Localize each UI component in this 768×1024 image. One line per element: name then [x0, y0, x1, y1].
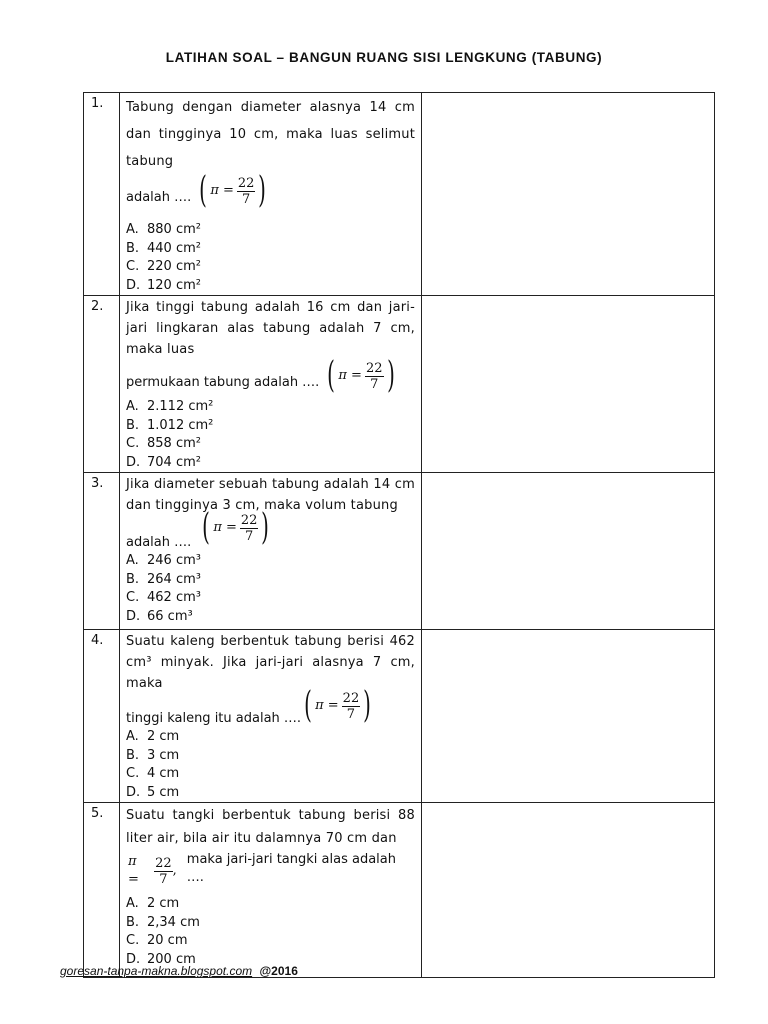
option-a	[126, 895, 415, 914]
copyright-year: @2016	[259, 964, 298, 978]
option-d	[126, 608, 415, 627]
option-letter: A.	[126, 896, 139, 911]
pi-symbol: π =	[128, 854, 139, 887]
question-lead-line	[126, 507, 415, 552]
option-a	[126, 398, 415, 417]
option-letter: A.	[126, 222, 139, 237]
question-cell	[120, 803, 422, 978]
pi-formula	[324, 355, 397, 396]
option-b	[126, 571, 415, 590]
question-text: Suatu tangki berbentuk tabung berisi 88 liter air, bila air itu dalamnya 70 cm dan	[126, 808, 415, 846]
right-paren: )	[258, 170, 267, 211]
pi-symbol: π =	[210, 183, 234, 198]
option-letter: C.	[126, 590, 140, 605]
page-title: LATIHAN SOAL – BANGUN RUANG SISI LENGKUNG (TABUNG)	[165, 50, 603, 65]
option-list	[126, 728, 415, 802]
option-list	[126, 895, 415, 969]
pi-fraction	[365, 361, 384, 392]
option-value: 2 cm	[147, 896, 180, 911]
option-a	[126, 728, 415, 747]
blog-link[interactable]: goresan-tanpa-makna.blogspot.com	[60, 964, 253, 978]
option-value: 220 cm²	[147, 259, 201, 274]
pi-numerator: 22	[240, 512, 258, 528]
option-value: 2,34 cm	[147, 914, 200, 930]
option-value: 4 cm	[147, 766, 180, 781]
question-text: Suatu kaleng berbentuk tabung berisi 462 cm³ minyak. Jika jari-jari alasnya 7 cm, maka	[126, 634, 415, 691]
option-value: 20 cm	[147, 933, 188, 948]
option-list	[126, 221, 415, 295]
pi-numerator: 22	[365, 360, 383, 376]
answer-cell	[422, 473, 715, 630]
pi-denominator: 7	[245, 528, 254, 544]
option-value: 462 cm³	[147, 590, 201, 605]
question-lead-line	[126, 355, 415, 396]
option-letter: C.	[126, 933, 140, 948]
question-lead: adalah ….	[126, 190, 192, 205]
question-row	[84, 93, 715, 296]
question-row	[84, 296, 715, 473]
option-value: 5 cm	[147, 784, 180, 800]
pi-numerator: 22	[237, 175, 255, 191]
answer-cell	[422, 296, 715, 473]
option-value: 264 cm³	[147, 571, 201, 587]
option-value: 66 cm³	[147, 608, 193, 624]
question-number: 4.	[84, 630, 120, 803]
option-d	[126, 784, 415, 803]
question-lead: permukaan tabung adalah ….	[126, 375, 320, 390]
option-letter: A.	[126, 729, 139, 744]
option-letter: C.	[126, 766, 140, 781]
pi-numerator: 22	[342, 690, 360, 706]
question-lead: tinggi kaleng itu adalah ….	[126, 711, 302, 726]
question-lead: adalah ….	[126, 535, 192, 550]
answer-cell	[422, 93, 715, 296]
pi-formula	[196, 170, 269, 211]
pi-fraction	[237, 176, 256, 207]
question-lead-line	[126, 170, 415, 211]
question-cell	[120, 296, 422, 473]
option-value: 2.112 cm²	[147, 399, 214, 414]
option-value: 1.012 cm²	[147, 417, 214, 433]
option-list	[126, 552, 415, 626]
pi-denominator: 7	[346, 706, 356, 722]
option-value: 246 cm³	[147, 553, 201, 568]
question-cell	[120, 93, 422, 296]
option-value: 3 cm	[147, 747, 180, 763]
pi-denominator: 7	[370, 376, 379, 392]
option-letter: B.	[126, 747, 140, 763]
comma: ,	[172, 863, 177, 878]
option-a	[126, 552, 415, 571]
pi-formula	[199, 507, 272, 548]
question-text: Jika tinggi tabung adalah 16 cm dan jari-jari lingkaran alas tabung adalah 7 cm, maka luas	[126, 300, 415, 357]
pi-formula	[301, 685, 374, 726]
question-cell	[120, 630, 422, 803]
pi-fraction	[240, 513, 259, 544]
option-letter: A.	[126, 553, 139, 568]
option-letter: C.	[126, 436, 140, 451]
option-c	[126, 765, 415, 784]
answer-cell	[422, 803, 715, 978]
left-paren: (	[304, 685, 312, 726]
question-text: Tabung dengan diameter alasnya 14 cm dan tingginya 10 cm, maka luas selimut tabung	[126, 100, 415, 169]
option-value: 2 cm	[147, 729, 180, 744]
pi-symbol: π =	[315, 698, 339, 713]
pi-formula	[128, 853, 177, 889]
option-letter: B.	[126, 417, 140, 433]
pi-denominator: 7	[242, 191, 251, 207]
option-d	[126, 277, 415, 296]
option-letter: D.	[126, 608, 141, 624]
option-letter: B.	[126, 240, 140, 256]
question-lead-line	[126, 851, 415, 889]
left-paren: (	[199, 170, 208, 211]
option-b	[126, 914, 415, 933]
right-paren: )	[363, 685, 372, 726]
option-letter: B.	[126, 914, 140, 930]
option-letter: D.	[126, 277, 141, 293]
option-c	[126, 932, 415, 951]
option-b	[126, 747, 415, 766]
option-c	[126, 258, 415, 277]
option-letter: D.	[126, 951, 141, 967]
question-number: 2.	[84, 296, 120, 473]
option-value: 704 cm²	[147, 454, 201, 470]
option-list	[126, 398, 415, 472]
question-cell	[120, 473, 422, 630]
option-letter: D.	[126, 784, 141, 800]
option-value: 120 cm²	[147, 277, 201, 293]
question-row	[84, 803, 715, 978]
option-b	[126, 240, 415, 259]
option-value: 440 cm²	[147, 240, 201, 256]
pi-fraction	[342, 691, 361, 722]
option-letter: C.	[126, 259, 140, 274]
pi-symbol: π =	[213, 520, 237, 535]
pi-symbol: π =	[338, 368, 362, 383]
option-value: 858 cm²	[147, 436, 201, 451]
left-paren: (	[327, 355, 336, 396]
option-c	[126, 435, 415, 454]
option-d	[126, 454, 415, 473]
question-number: 1.	[84, 93, 120, 296]
pi-denominator: 7	[159, 871, 168, 887]
option-letter: A.	[126, 399, 139, 414]
question-lead: maka jari-jari tangki alas adalah ….	[186, 852, 396, 885]
answer-cell	[422, 630, 715, 803]
question-row	[84, 473, 715, 630]
option-letter: D.	[126, 454, 141, 470]
page-footer	[60, 964, 298, 978]
pi-numerator: 22	[155, 855, 172, 871]
option-letter: B.	[126, 571, 140, 587]
left-paren: (	[202, 507, 211, 548]
option-value: 880 cm²	[147, 222, 201, 237]
question-table	[83, 92, 715, 978]
question-row	[84, 630, 715, 803]
right-paren: )	[261, 507, 270, 548]
question-lead-line	[126, 685, 415, 728]
pi-fraction	[154, 856, 173, 887]
question-number: 3.	[84, 473, 120, 630]
option-b	[126, 417, 415, 436]
right-paren: )	[386, 355, 395, 396]
question-text: Jika diameter sebuah tabung adalah 14 cm dan tingginya 3 cm, maka volum tabung	[126, 477, 415, 513]
option-c	[126, 589, 415, 608]
question-number: 5.	[84, 803, 120, 978]
option-value: 200 cm	[147, 951, 196, 967]
option-a	[126, 221, 415, 240]
